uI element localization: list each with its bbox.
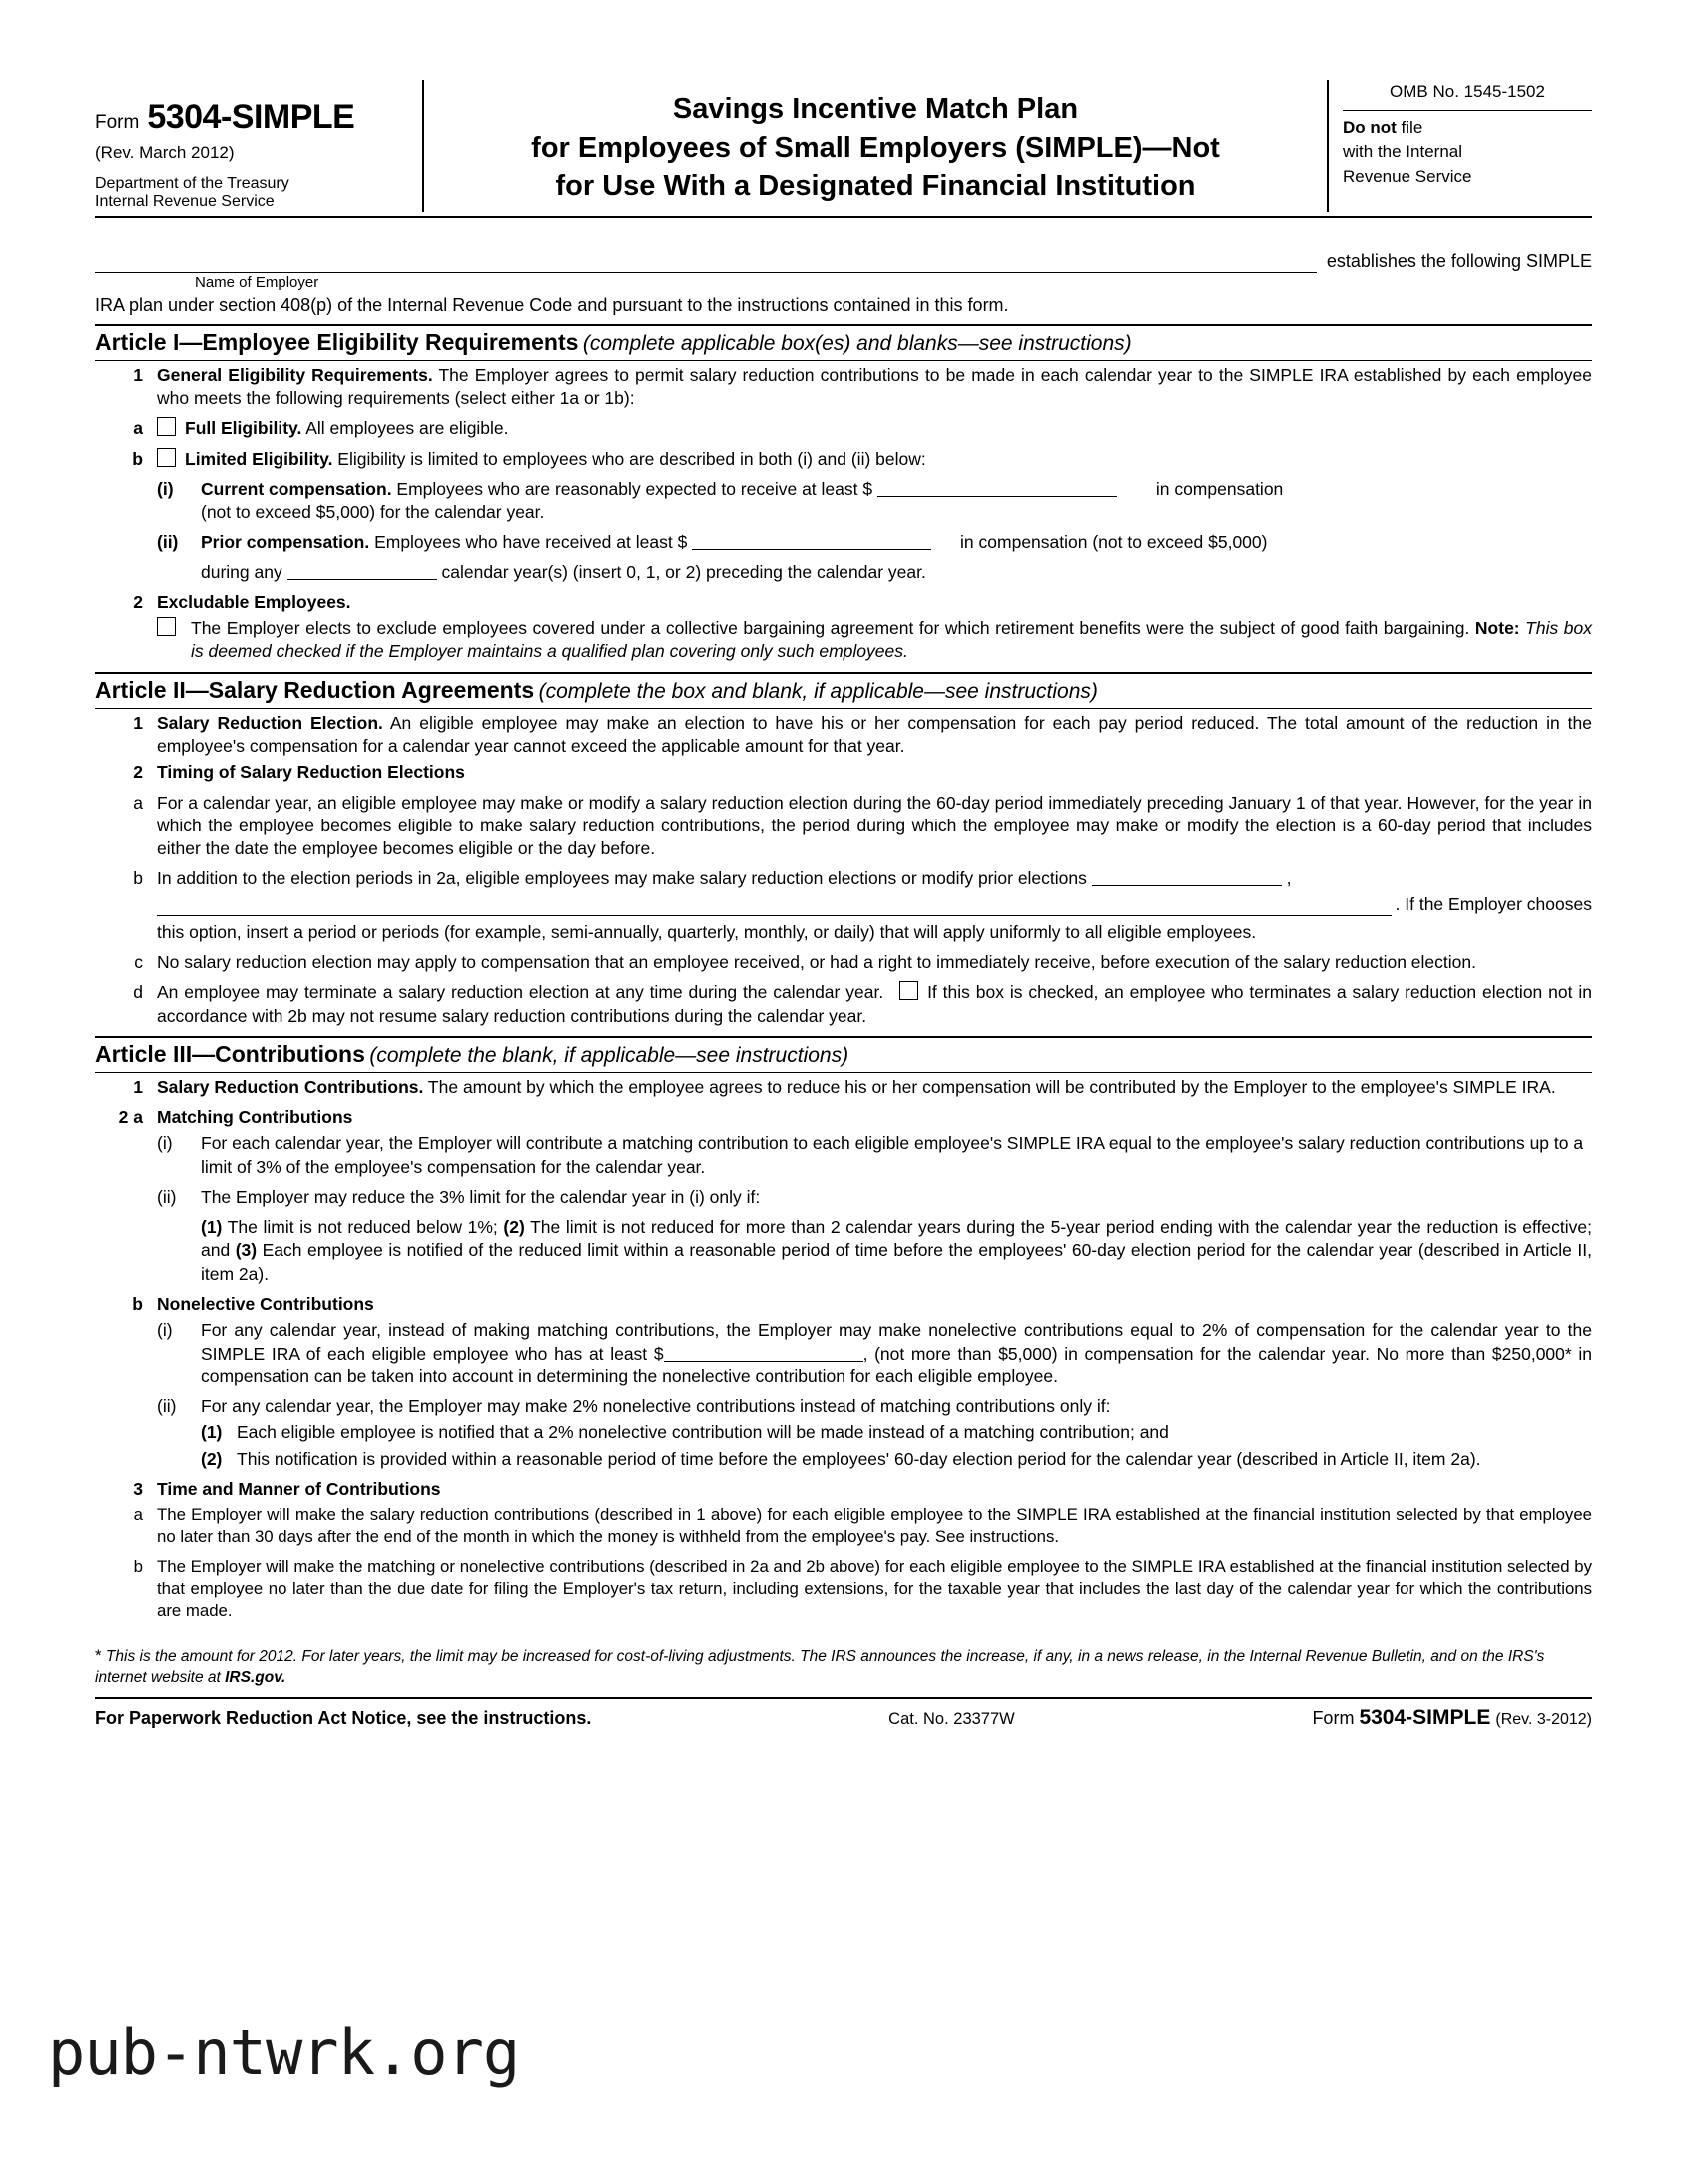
article-3-item-1 xyxy=(95,1076,1592,1099)
item-letter: b xyxy=(133,868,143,889)
article-3-item-2b-i xyxy=(157,1319,1592,1388)
employer-name-input[interactable] xyxy=(95,246,1317,273)
footnote xyxy=(95,1645,1592,1689)
item-bii-text-3: during any xyxy=(201,561,282,582)
article-3-title: Article III—Contributions xyxy=(95,1040,365,1067)
article-2-item-a xyxy=(95,792,1592,861)
article-2-subtitle: (complete the box and blank, if applicable—see instructions) xyxy=(538,679,1098,703)
item-a-text: All employees are eligible. xyxy=(301,418,509,439)
cond-2-label: (2) xyxy=(201,1448,223,1469)
employer-intro-text: IRA plan under section 408(p) of the Internal Revenue Code and pursuant to the instructions contained in this form. xyxy=(95,294,1009,315)
header-omb-block xyxy=(1329,80,1592,212)
item-number: 1 xyxy=(133,712,143,733)
item-bi-text-3: (not to exceed $5,000) for the calendar year. xyxy=(201,502,545,523)
a2-item-b-text-2: . If the Employer chooses xyxy=(1395,893,1592,914)
a3-item-2bi-text-1: For any calendar year, instead of making matching contributions, the Employer may make nonelective contributions equal to 2% of compensation for the calendar year to the SIMPLE IRA of each eligible employee who has at least $ xyxy=(201,1320,1592,1364)
item-bi-text-1: Employees who are reasonably expected to receive at least $ xyxy=(391,478,873,499)
article-2-item-d xyxy=(95,981,1592,1028)
form-footer xyxy=(95,1697,1592,1730)
a3-item-2bi-text-2: , (not more than $5,000) in compensation for the calendar year. No more than $250,000* in compensation can be taken into account in determining the nonelective contribution for each eligible employee. xyxy=(201,1343,1592,1386)
a2-item-1-text: An eligible employee may make an election to have his or her compensation for each pay period reduced. The total amount of the reduction in the employee's compensation for a calendar year cannot exceed the applicable amount for that year. xyxy=(157,712,1592,756)
article-3-item-2b-ii-cond-2 xyxy=(201,1448,1592,1471)
cond-1-label: (1) xyxy=(201,1217,223,1238)
item-letter: c xyxy=(134,952,143,973)
article-3-item-3 xyxy=(95,1478,1592,1501)
item-number: 2 a xyxy=(118,1107,143,1128)
article-1-item-b-ii xyxy=(157,531,1592,584)
footnote-star: * xyxy=(95,1645,102,1665)
cond-3-text: Each employee is notified of the reduced limit within a reasonable period of time before the employees' 60-day election period for the calendar year (described in Article II, item 2a). xyxy=(201,1240,1592,1284)
article-3-item-2b xyxy=(95,1293,1592,1316)
footer-form-word: Form xyxy=(1312,1707,1355,1728)
article-1-item-a xyxy=(95,417,1592,440)
item-bi-heading: Current compensation. xyxy=(201,478,392,499)
irs-gov-link[interactable]: IRS.gov. xyxy=(225,1668,286,1686)
a2-item-b-text-1: In addition to the election periods in 2a, eligible employees may make salary reduction elections or modify prior elections xyxy=(157,868,1087,889)
do-not-file-notice xyxy=(1343,116,1592,190)
paperwork-notice: For Paperwork Reduction Act Notice, see the instructions. xyxy=(95,1707,592,1728)
item-a-heading: Full Eligibility. xyxy=(185,418,302,439)
cond-1-label: (1) xyxy=(201,1422,223,1443)
item-number: 2 xyxy=(133,591,143,612)
item-2-note-label: Note: xyxy=(1474,618,1520,639)
establishes-text: establishes the following SIMPLE xyxy=(1326,250,1592,271)
article-1-subtitle: (complete applicable box(es) and blanks—see instructions) xyxy=(582,331,1132,355)
article-1-item-b-i xyxy=(157,478,1592,525)
item-2-text: The Employer elects to exclude employees covered under a collective bargaining agreement for which retirement benefits were the subject of good faith bargaining. xyxy=(191,618,1475,639)
article-2-item-b xyxy=(95,867,1592,944)
item-bii-text-1: Employees who have received at least $ xyxy=(369,532,688,553)
a2-item-b-text-3: this option, insert a period or periods (for example, semi-annually, quarterly, monthly, or daily) that will apply uniformly to all eligible employees. xyxy=(157,921,1257,942)
item-letter: b xyxy=(132,448,143,469)
cond-3-label: (3) xyxy=(235,1240,258,1261)
item-1-text: The Employer agrees to permit salary reduction contributions to be made in each calendar year to the SIMPLE IRA established by each employee who meets the following requirements (select either 1a or 1b): xyxy=(157,364,1593,409)
item-1-heading: General Eligibility Requirements. xyxy=(157,364,433,385)
article-1-item-2 xyxy=(95,591,1592,614)
item-number: 1 xyxy=(133,364,143,385)
department-line-2: Internal Revenue Service xyxy=(95,193,275,211)
item-letter: b xyxy=(132,1294,143,1315)
cond-2-label: (2) xyxy=(503,1217,525,1238)
item-roman: (ii) xyxy=(157,1396,177,1417)
a3-item-2aii-text: The Employer may reduce the 3% limit for the calendar year in (i) only if: xyxy=(201,1186,761,1207)
a3-item-2bii-text: For any calendar year, the Employer may make 2% nonelective contributions instead of matching contributions only if: xyxy=(201,1396,1111,1417)
header-title-block xyxy=(424,80,1329,212)
article-3-item-3a xyxy=(95,1504,1592,1549)
full-eligibility-checkbox[interactable] xyxy=(157,417,176,436)
a3-item-1-text: The amount by which the employee agrees to reduce his or her compensation will be contributed by the Employer to the employee's SIMPLE IRA. xyxy=(423,1076,1556,1097)
item-roman: (i) xyxy=(157,1133,173,1154)
footnote-text: This is the amount for 2012. For later years, the limit may be increased for cost-of-living adjustments. The IRS announces the increase, if any, in a news release, in the Internal Revenue Bulletin, and on the IRS's internet website at xyxy=(95,1647,1545,1686)
a3-item-2b-heading: Nonelective Contributions xyxy=(157,1294,374,1315)
employer-name-row xyxy=(95,246,1592,273)
article-3-item-2b-ii-cond-1 xyxy=(201,1421,1592,1444)
footer-form-number: 5304-SIMPLE xyxy=(1359,1705,1491,1729)
item-letter: d xyxy=(133,982,143,1003)
article-1-item-1 xyxy=(95,364,1592,411)
a2-item-c-text: No salary reduction election may apply to compensation that an employee received, or had a right to immediately receive, before execution of the salary reduction election. xyxy=(157,952,1476,973)
omb-number: OMB No. 1545-1502 xyxy=(1343,80,1592,111)
article-1-bar xyxy=(95,324,1592,361)
item-b-text: Eligibility is limited to employees who are described in both (i) and (ii) below: xyxy=(332,448,926,469)
form-number: 5304-SIMPLE xyxy=(147,98,355,136)
a2-item-1-heading: Salary Reduction Election. xyxy=(157,712,383,733)
article-3-bar xyxy=(95,1036,1592,1073)
prior-compensation-input[interactable] xyxy=(692,534,931,550)
watermark: pub-ntwrk.org xyxy=(48,2016,520,2089)
catalog-number: Cat. No. 23377W xyxy=(888,1709,1015,1728)
item-roman: (i) xyxy=(157,1320,173,1341)
a2-item-2-heading: Timing of Salary Reduction Elections xyxy=(157,762,465,783)
form-header xyxy=(95,80,1592,218)
form-title-line-2: for Employees of Small Employers (SIMPLE)—Not xyxy=(531,131,1220,164)
a3-item-3a-text: The Employer will make the salary reduction contributions (described in 1 above) for each eligible employee to the SIMPLE IRA established at the financial institution selected by that employee no later than 30 days after the end of the month in which the money is withheld from the employee's pay. See instructions. xyxy=(157,1505,1592,1547)
nonelective-compensation-input[interactable] xyxy=(664,1346,863,1362)
item-bii-text-2: in compensation (not to exceed $5,000) xyxy=(960,532,1268,553)
election-period-input-1[interactable] xyxy=(1092,870,1282,886)
article-1-title: Article I—Employee Eligibility Requirements xyxy=(95,328,579,355)
header-left-block xyxy=(95,80,424,212)
article-3-item-2a-ii xyxy=(157,1186,1592,1209)
article-2-item-1 xyxy=(95,712,1592,759)
cond-1-text: The limit is not reduced below 1%; xyxy=(222,1217,504,1238)
article-3-item-2a-ii-conditions xyxy=(201,1216,1592,1286)
item-b-heading: Limited Eligibility. xyxy=(185,448,333,469)
cond-1-text: Each eligible employee is notified that a 2% nonelective contribution will be made instead of a matching contribution; and xyxy=(237,1422,1169,1443)
item-bii-heading: Prior compensation. xyxy=(201,532,370,553)
a3-item-2ai-text: For each calendar year, the Employer will contribute a matching contribution to each eligible employee's SIMPLE IRA equal to the employee's salary reduction contributions up to a limit of 3% of the employee's compensation for the calendar year. xyxy=(201,1133,1584,1177)
article-2-item-c xyxy=(95,951,1592,974)
prior-years-input[interactable] xyxy=(287,564,437,580)
item-roman: (i) xyxy=(157,478,174,499)
a2-item-d-text-1: An employee may terminate a salary reduction election at any time during the calendar year. xyxy=(157,982,884,1003)
form-title-line-3: for Use With a Designated Financial Institution xyxy=(555,170,1196,203)
article-3-item-2a xyxy=(95,1106,1592,1129)
department-line-1: Department of the Treasury xyxy=(95,175,289,192)
cond-2-text: This notification is provided within a reasonable period of time before the employees' 60-day election period for the calendar year (described in Article II, item 2a). xyxy=(237,1448,1481,1469)
form-sheet xyxy=(95,80,1592,1730)
item-letter: a xyxy=(133,418,143,439)
article-2-item-2 xyxy=(95,761,1592,784)
item-letter: a xyxy=(133,792,143,813)
a3-item-3-heading: Time and Manner of Contributions xyxy=(157,1478,441,1499)
cond-2-text: The limit is not reduced for more than 2 calendar years during the 5-year period ending with the calendar year the reduction is effective; and xyxy=(201,1217,1592,1261)
a3-item-2a-heading: Matching Contributions xyxy=(157,1107,353,1128)
employer-name-caption: Name of Employer xyxy=(195,273,319,291)
terminate-election-checkbox[interactable] xyxy=(899,981,918,1000)
a2-item-a-text: For a calendar year, an eligible employee may make or modify a salary reduction election during the 60-day period immediately preceding January 1 of that year. However, for the year in which the employee becomes eligible to make salary reduction contributions, the period during which the employee may make or modify the election is a 60-day period that includes either the date the employee becomes eligible or the day before. xyxy=(157,792,1592,859)
a3-item-1-heading: Salary Reduction Contributions. xyxy=(157,1076,424,1097)
article-3-subtitle: (complete the blank, if applicable—see instructions) xyxy=(369,1043,849,1067)
election-period-input-2[interactable] xyxy=(157,895,1392,916)
article-2-title: Article II—Salary Reduction Agreements xyxy=(95,676,535,703)
article-1-item-b xyxy=(95,448,1592,471)
article-3-item-2a-i xyxy=(157,1132,1592,1179)
form-word-label: Form xyxy=(95,112,140,133)
form-revision-date: (Rev. March 2012) xyxy=(95,143,235,162)
form-title-line-1: Savings Incentive Match Plan xyxy=(672,93,1079,125)
current-compensation-input[interactable] xyxy=(877,481,1117,497)
do-not-file-word: file xyxy=(1396,117,1423,137)
do-not-file-line-3: Revenue Service xyxy=(1343,166,1472,186)
article-3-item-2b-ii xyxy=(157,1395,1592,1418)
article-2-bar xyxy=(95,672,1592,709)
do-not-file-line-2: with the Internal xyxy=(1343,142,1463,162)
item-2-heading: Excludable Employees. xyxy=(157,591,351,612)
item-roman: (ii) xyxy=(157,532,179,553)
item-number: 2 xyxy=(133,762,143,783)
a3-item-3b-text: The Employer will make the matching or nonelective contributions (described in 2a and 2b above) for each eligible employee to the SIMPLE IRA established at the financial institution selected by that employee no later than the due date for filing the Employer's tax return, including extensions, for the taxable year that includes the last day of the calendar year for which the contributions are made. xyxy=(157,1556,1592,1621)
a2-item-d-text-2: If this box is checked, an employee who terminates a salary reduction election not in accordance with 2b may not resume salary reduction contributions during the calendar year. xyxy=(157,982,1592,1026)
item-number: 1 xyxy=(133,1076,143,1097)
article-3-item-3b xyxy=(95,1556,1592,1623)
item-number: 3 xyxy=(133,1478,143,1499)
item-letter: a xyxy=(133,1505,143,1525)
a2-item-b-comma: , xyxy=(1286,868,1292,889)
item-roman: (ii) xyxy=(157,1186,177,1207)
item-bi-text-2: in compensation xyxy=(1155,478,1284,499)
do-not-file-emphasis: Do not xyxy=(1343,117,1397,137)
article-1-excludable-row xyxy=(157,617,1592,664)
item-2-note-text: This box is deemed checked if the Employer maintains a qualified plan covering only such employees. xyxy=(191,618,1592,662)
item-letter: b xyxy=(133,1556,143,1576)
footer-form-revision: (Rev. 3-2012) xyxy=(1495,1710,1592,1728)
excludable-employees-checkbox[interactable] xyxy=(157,617,176,636)
limited-eligibility-checkbox[interactable] xyxy=(157,448,176,467)
item-bii-text-4: calendar year(s) (insert 0, 1, or 2) preceding the calendar year. xyxy=(441,561,926,582)
